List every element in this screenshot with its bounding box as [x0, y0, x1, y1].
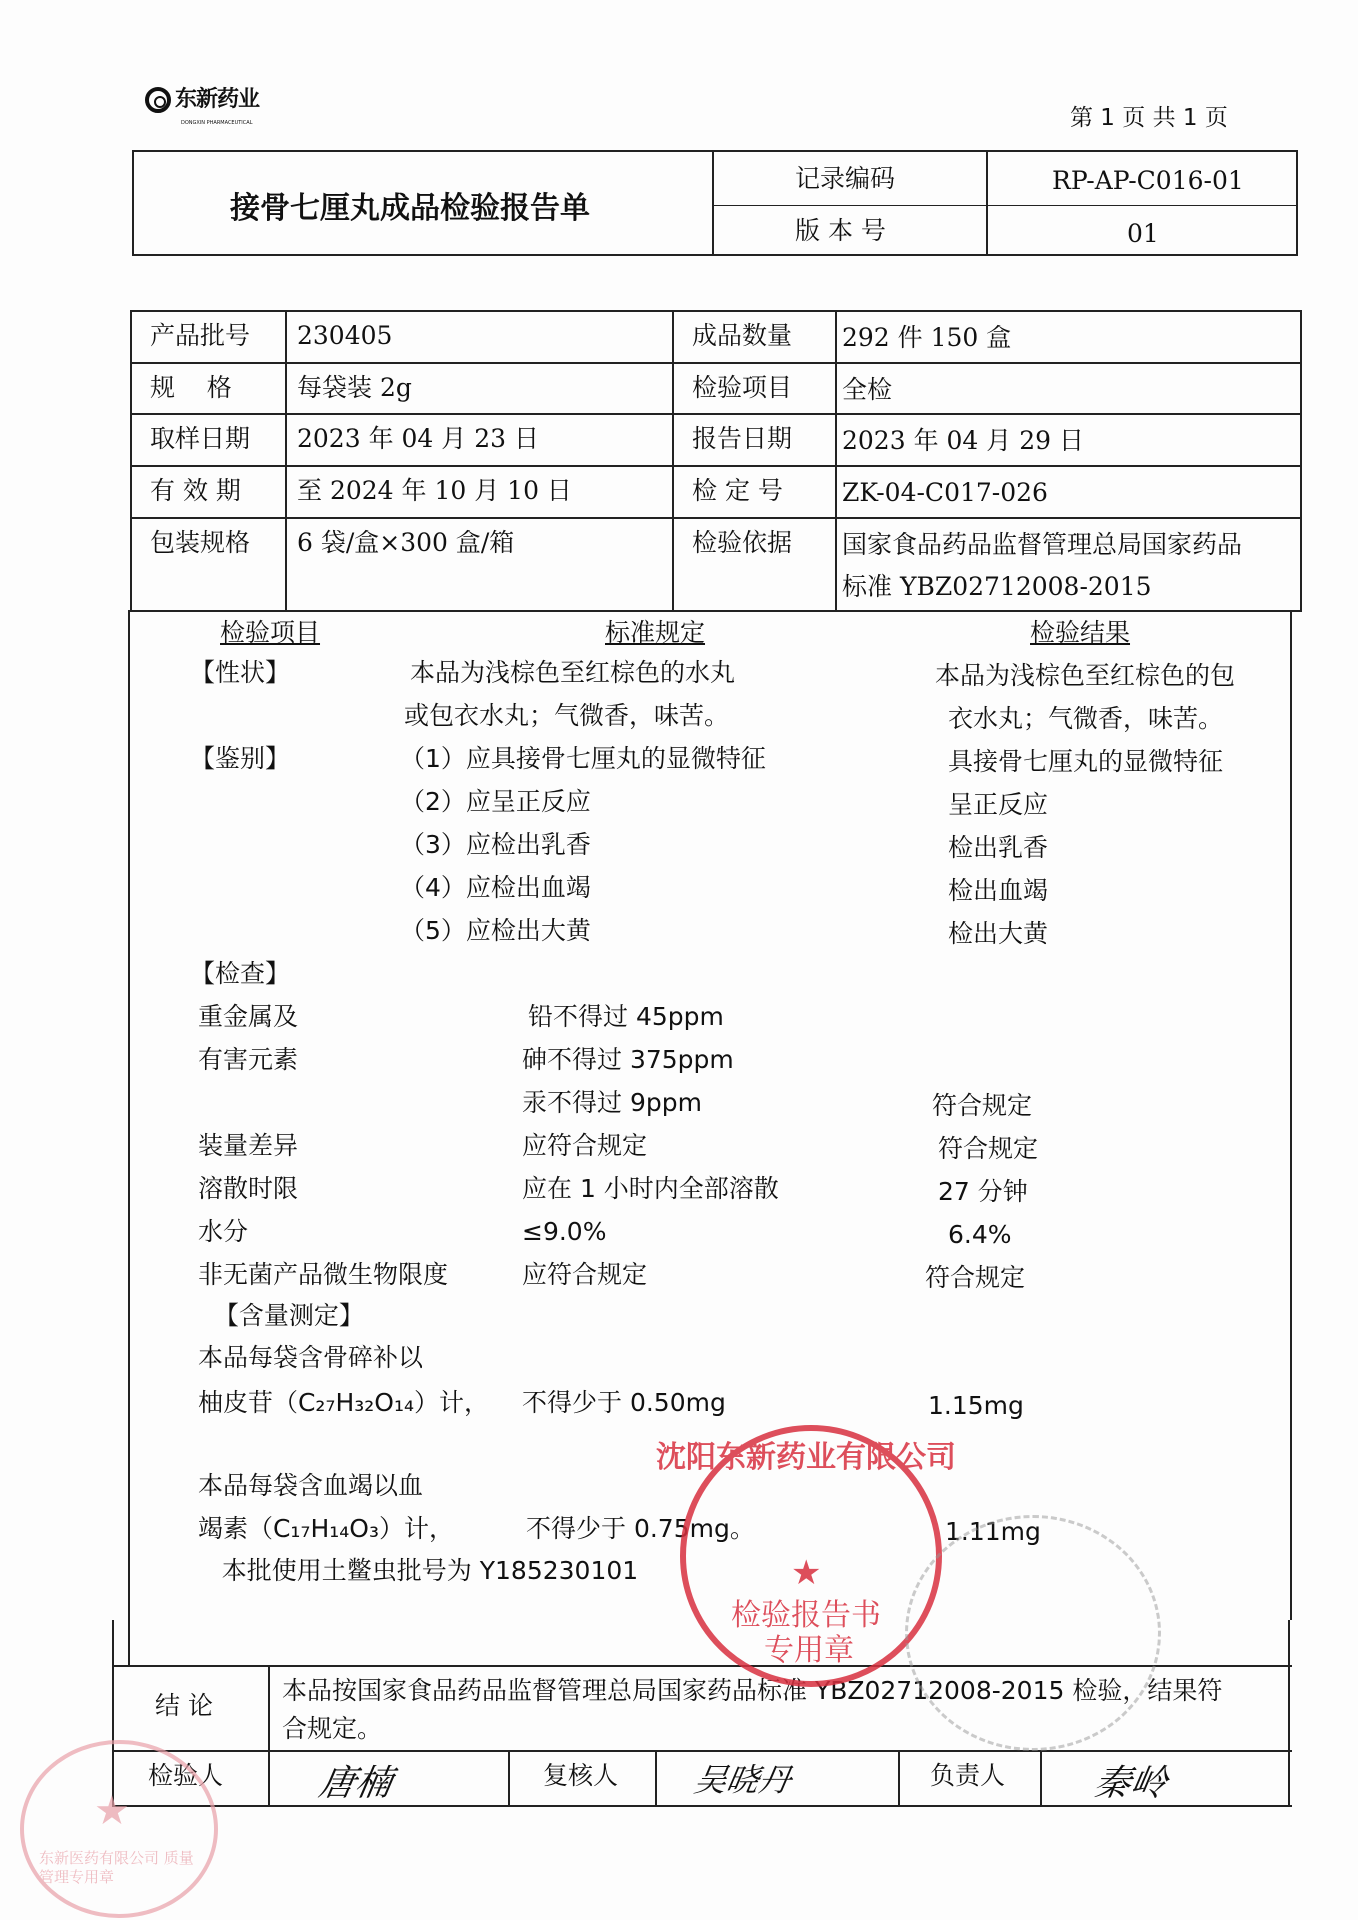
test-item: 竭素（C₁₇H₁₄O₃）计， [190, 1514, 454, 1543]
result-text: 符合规定 [938, 1134, 1039, 1163]
table-rule [672, 310, 674, 610]
field-label: 报告日期 [692, 424, 793, 453]
test-item: 水分 [190, 1217, 248, 1246]
field-label: 检验依据 [692, 528, 793, 557]
standard-text: 应符合规定 [522, 1260, 648, 1289]
table-rule [130, 362, 1302, 364]
field-value: 230405 [297, 321, 393, 350]
conclusion-label: 结 论 [155, 1691, 213, 1720]
column-header: 检验结果 [1030, 618, 1131, 647]
inspector-signature: 唐楠 [315, 1763, 396, 1804]
result-text: 27 分钟 [938, 1177, 1028, 1206]
standard-text: 不得少于 0.50mg [522, 1388, 726, 1417]
test-item: 本批使用土鳖虫批号为 Y185230101 [190, 1556, 639, 1585]
logo-subtitle: DONGXIN PHARMACEUTICAL [181, 120, 253, 126]
column-header: 标准规定 [605, 618, 706, 647]
field-value: 国家食品药品监督管理总局国家药品 [842, 530, 1243, 559]
field-value: ZK-04-C017-026 [842, 478, 1048, 507]
field-label: 规 格 [150, 373, 232, 402]
stamp-text: 东新医药有限公司 质量管理专用章 [39, 1849, 194, 1886]
standard-text: 应在 1 小时内全部溶散 [522, 1174, 779, 1203]
result-text: 具接骨七厘丸的显微特征 [948, 747, 1224, 776]
standard-text: （3）应检出乳香 [400, 830, 591, 859]
left-border [128, 610, 130, 1665]
standard-text: ≤9.0% [522, 1217, 607, 1246]
standard-text: 应符合规定 [522, 1131, 648, 1160]
result-text: 本品为浅棕色至红棕色的包 [935, 661, 1236, 690]
test-item: 柚皮苷（C₂₇H₃₂O₁₄）计， [190, 1388, 490, 1417]
standard-text: 砷不得过 375ppm [522, 1045, 734, 1074]
standard-text: 不得少于 0.75mg。 [526, 1514, 755, 1543]
record-code-label: 记录编码 [795, 164, 896, 193]
manager-label: 负责人 [930, 1761, 1006, 1790]
left-quality-stamp [20, 1740, 218, 1918]
result-text: 检出血竭 [948, 876, 1049, 905]
table-rule [130, 517, 1302, 519]
field-label: 成品数量 [692, 321, 793, 350]
standard-text: 汞不得过 9ppm [522, 1088, 702, 1117]
test-item: 重金属及 [190, 1002, 298, 1031]
test-item: 溶散时限 [190, 1174, 298, 1203]
field-value: 至 2024 年 10 月 10 日 [297, 476, 572, 505]
test-item: 本品每袋含血竭以血 [190, 1471, 423, 1500]
field-label: 检验项目 [692, 373, 793, 402]
standard-text: 或包衣水丸；气微香，味苦。 [404, 701, 730, 730]
field-value-cont: 标准 YBZ02712008-2015 [842, 572, 1152, 601]
star-icon: ★ [791, 1553, 822, 1593]
record-code: RP-AP-C016-01 [1052, 166, 1244, 195]
conclusion-text: 本品按国家食品药品监督管理总局国家药品标准 YBZ02712008-2015 检验，结果符 [282, 1676, 1223, 1705]
standard-text: （2）应呈正反应 [400, 787, 591, 816]
result-text: 1.15mg [928, 1391, 1024, 1420]
table-rule [1300, 310, 1302, 610]
reviewer-signature: 吴晓丹 [691, 1761, 795, 1799]
field-label: 检 定 号 [692, 476, 783, 505]
table-rule [285, 310, 287, 610]
test-item: 【鉴别】 [190, 744, 291, 773]
test-item: 【性状】 [190, 658, 291, 687]
field-label: 有 效 期 [150, 476, 241, 505]
field-value: 每袋装 2g [297, 373, 412, 402]
result-text: 符合规定 [932, 1091, 1033, 1120]
standard-text: （4）应检出血竭 [400, 873, 591, 902]
result-text: 6.4% [948, 1220, 1012, 1249]
document-title: 接骨七厘丸成品检验报告单 [230, 191, 590, 226]
table-rule [835, 310, 837, 610]
stamp-text: 沈阳东新药业有限公司 [656, 1440, 956, 1475]
table-rule [130, 610, 1302, 612]
standard-text: 铅不得过 45ppm [528, 1002, 724, 1031]
stamp-subtext: 检验报告书 [731, 1598, 881, 1633]
standard-text: （1）应具接骨七厘丸的显微特征 [400, 744, 766, 773]
right-border [1290, 610, 1292, 1620]
test-item: 有害元素 [190, 1045, 298, 1074]
result-text: 1.11mg [945, 1517, 1041, 1546]
table-rule [130, 465, 1302, 467]
company-logo [145, 86, 259, 114]
field-value: 292 件 150 盒 [842, 323, 1012, 352]
red-company-stamp [656, 1425, 956, 1687]
field-value: 2023 年 04 月 29 日 [842, 426, 1084, 455]
inspector-label: 检验人 [148, 1761, 224, 1790]
version-label: 版 本 号 [795, 216, 886, 245]
table-rule [130, 310, 132, 610]
standard-text: 本品为浅棕色至红棕色的水丸 [410, 658, 736, 687]
test-item: 【含量测定】 [190, 1301, 364, 1330]
logo-icon [145, 87, 171, 113]
field-label: 产品批号 [150, 321, 251, 350]
test-item: 非无菌产品微生物限度 [190, 1260, 448, 1289]
page-info: 第 1 页 共 1 页 [1070, 105, 1228, 131]
stamp-subtext-2: 专用章 [764, 1633, 854, 1668]
manager-signature: 秦岭 [1090, 1763, 1171, 1804]
result-text: 检出大黄 [948, 919, 1049, 948]
table-rule [130, 413, 1302, 415]
field-value: 2023 年 04 月 23 日 [297, 424, 539, 453]
reviewer-label: 复核人 [543, 1761, 619, 1790]
field-label: 取样日期 [150, 424, 251, 453]
standard-text: （5）应检出大黄 [400, 916, 591, 945]
column-header: 检验项目 [220, 618, 321, 647]
test-item: 本品每袋含骨碎补以 [190, 1343, 423, 1372]
star-icon: ★ [94, 1788, 130, 1834]
field-value: 6 袋/盒×300 盒/箱 [297, 528, 515, 557]
result-text: 符合规定 [925, 1263, 1026, 1292]
result-text: 呈正反应 [948, 790, 1049, 819]
gray-stamp [905, 1515, 1161, 1751]
result-text: 衣水丸；气微香，味苦。 [948, 704, 1224, 733]
result-text: 检出乳香 [948, 833, 1049, 862]
field-value: 全检 [842, 375, 893, 404]
field-label: 包装规格 [150, 528, 251, 557]
logo-text: 东新药业 [175, 87, 260, 112]
version: 01 [1127, 219, 1159, 248]
table-rule [130, 310, 1302, 312]
test-item: 装量差异 [190, 1131, 298, 1160]
conclusion-text-cont: 合规定。 [282, 1714, 383, 1743]
test-item: 【检查】 [190, 959, 291, 988]
